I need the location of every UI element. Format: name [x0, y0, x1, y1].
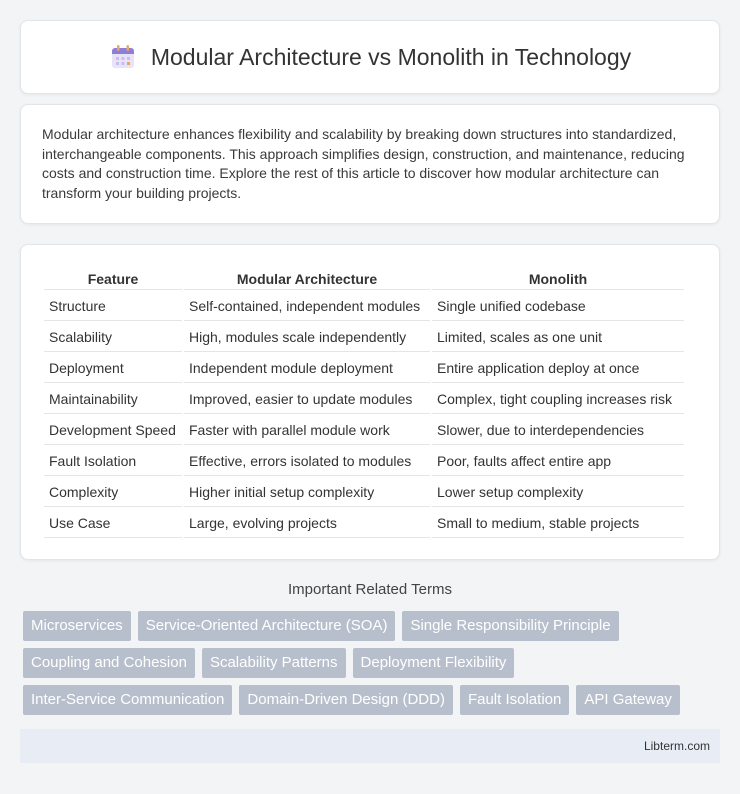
title-card — [20, 20, 720, 94]
table-row — [44, 447, 684, 476]
tag-scalability-patterns[interactable]: Scalability Patterns — [202, 648, 346, 678]
header-feature: Feature — [44, 267, 182, 290]
page-title: Modular Architecture vs Monolith in Technology — [150, 43, 632, 70]
related-terms-tags — [20, 611, 720, 715]
cell-monolith: Single unified codebase — [432, 292, 684, 321]
tag-coupling-cohesion[interactable]: Coupling and Cohesion — [23, 648, 195, 678]
cell-modular: Effective, errors isolated to modules — [184, 447, 430, 476]
related-terms-title: Important Related Terms — [288, 581, 452, 598]
table-row — [44, 292, 684, 321]
table-row — [44, 354, 684, 383]
cell-monolith: Lower setup complexity — [432, 478, 684, 507]
cell-monolith: Entire application deploy at once — [432, 354, 684, 383]
intro-card — [20, 104, 720, 224]
cell-feature: Complexity — [44, 478, 182, 507]
table-row — [44, 385, 684, 414]
tag-api-gateway[interactable]: API Gateway — [576, 685, 680, 715]
table-header-row — [44, 267, 684, 290]
table-row — [44, 416, 684, 445]
table-row — [44, 323, 684, 352]
cell-feature: Fault Isolation — [44, 447, 182, 476]
footer-brand-link[interactable]: Libterm.com — [643, 739, 710, 753]
cell-feature: Use Case — [44, 509, 182, 538]
tag-deployment-flexibility[interactable]: Deployment Flexibility — [353, 648, 515, 678]
table-row — [44, 509, 684, 538]
tag-inter-service-communication[interactable]: Inter-Service Communication — [23, 685, 232, 715]
header-monolith: Monolith — [432, 267, 684, 290]
header-modular: Modular Architecture — [184, 267, 430, 290]
tag-microservices[interactable]: Microservices — [23, 611, 131, 641]
cell-modular: High, modules scale independently — [184, 323, 430, 352]
cell-feature: Structure — [44, 292, 182, 321]
cell-feature: Scalability — [44, 323, 182, 352]
tag-single-responsibility[interactable]: Single Responsibility Principle — [402, 611, 618, 641]
cell-modular: Self-contained, independent modules — [184, 292, 430, 321]
cell-monolith: Slower, due to interdependencies — [432, 416, 684, 445]
cell-modular: Improved, easier to update modules — [184, 385, 430, 414]
intro-text: Modular architecture enhances flexibility and scalability by breaking down structures into standardized, interchangeable components. This approach simplifies design, construction, and maintenance, reducing costs and construction time. Explore the rest of this article to discover how modular architecture can transform your building projects. — [42, 126, 685, 201]
cell-monolith: Limited, scales as one unit — [432, 323, 684, 352]
cell-feature: Development Speed — [44, 416, 182, 445]
cell-monolith: Small to medium, stable projects — [432, 509, 684, 538]
tag-soa[interactable]: Service-Oriented Architecture (SOA) — [138, 611, 396, 641]
calendar-icon — [109, 43, 137, 71]
table-row — [44, 478, 684, 507]
cell-modular: Large, evolving projects — [184, 509, 430, 538]
cell-modular: Faster with parallel module work — [184, 416, 430, 445]
tag-ddd[interactable]: Domain-Driven Design (DDD) — [239, 685, 453, 715]
table-card — [20, 244, 720, 560]
comparison-table — [42, 265, 686, 540]
footer — [20, 729, 720, 763]
cell-monolith: Complex, tight coupling increases risk — [432, 385, 684, 414]
cell-feature: Deployment — [44, 354, 182, 383]
cell-modular: Independent module deployment — [184, 354, 430, 383]
cell-monolith: Poor, faults affect entire app — [432, 447, 684, 476]
tag-fault-isolation[interactable]: Fault Isolation — [460, 685, 569, 715]
cell-feature: Maintainability — [44, 385, 182, 414]
cell-modular: Higher initial setup complexity — [184, 478, 430, 507]
